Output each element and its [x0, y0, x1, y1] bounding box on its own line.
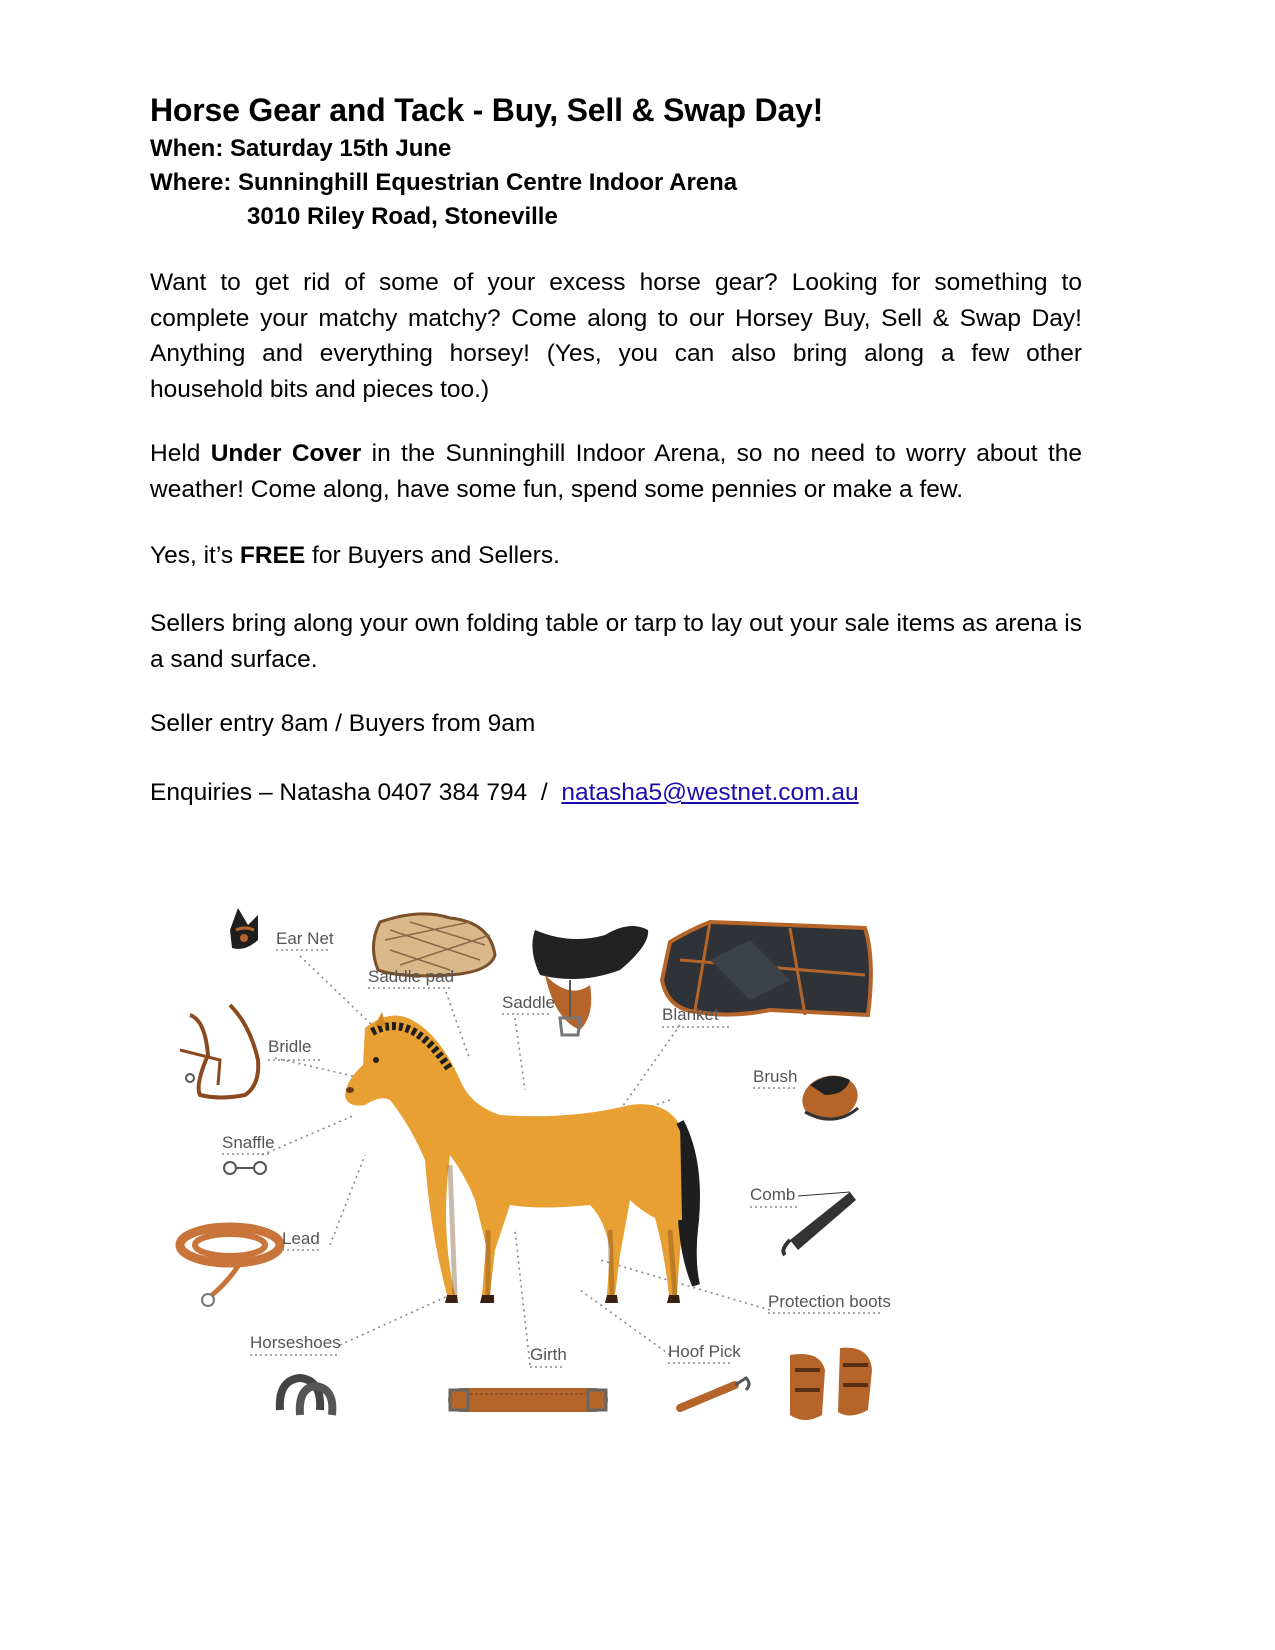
label-brush: Brush — [753, 1067, 798, 1086]
free-paragraph — [150, 538, 1082, 574]
intro-paragraph: Want to get rid of some of your excess horse gear? Looking for something to complete your matchy matchy? Come along to our Horsey Buy, Sell & Swap Day! Anything and everything horsey! (Yes, you can also bring along a few other household bits and pieces too.) — [150, 269, 1082, 403]
under-cover-paragraph — [150, 436, 1082, 507]
text-span: Yes, it’s — [150, 542, 240, 569]
free-emphasis: FREE — [239, 542, 306, 569]
page-title: Horse Gear and Tack - Buy, Sell & Swap Day! — [150, 92, 824, 128]
label-hoof-pick: Hoof Pick — [668, 1342, 741, 1361]
text-span: Held — [150, 440, 211, 467]
label-saddle-pad: Saddle pad — [368, 967, 455, 986]
label-bridle: Bridle — [268, 1037, 312, 1056]
bridle-icon — [180, 1005, 258, 1098]
enquiries-line — [150, 775, 1082, 811]
enquiries-text: Enquiries – Natasha 0407 384 794 / — [150, 779, 562, 806]
event-location: Where: Sunninghill Equestrian Centre Indoor Arena — [150, 169, 738, 196]
horse-tack-illustration — [150, 900, 950, 1500]
horse-illustration — [345, 1012, 696, 1303]
label-saddle: Saddle — [502, 993, 555, 1012]
event-date: When: Saturday 15th June — [150, 135, 452, 162]
label-comb: Comb — [750, 1185, 796, 1204]
entry-times: Seller entry 8am / Buyers from 9am — [150, 710, 536, 737]
hoof-pick-icon — [680, 1378, 749, 1408]
blanket-icon — [662, 922, 871, 1015]
under-cover-emphasis: Under Cover — [210, 440, 362, 467]
brush-icon — [797, 1070, 862, 1127]
ear-net-icon — [230, 908, 258, 949]
lead-icon — [180, 1227, 280, 1306]
girth-icon — [448, 1388, 608, 1412]
event-address: 3010 Riley Road, Stoneville — [247, 203, 558, 230]
saddle-icon — [532, 926, 648, 1035]
text-span: in the Sunninghill Indoor Arena, so no need to worry about the weather! Come along, have some fun, spend some pennies or make a few. — [150, 440, 1082, 503]
label-horseshoes: Horseshoes — [250, 1333, 341, 1352]
snaffle-icon — [224, 1162, 266, 1174]
protection-boots-icon — [790, 1348, 872, 1420]
text-span: for Buyers and Sellers. — [305, 542, 560, 569]
label-blanket: Blanket — [662, 1005, 719, 1024]
label-lead: Lead — [282, 1229, 320, 1248]
label-girth: Girth — [530, 1345, 567, 1364]
label-snaffle: Snaffle — [222, 1133, 275, 1152]
label-protection-boots: Protection boots — [768, 1292, 891, 1311]
sellers-paragraph: Sellers bring along your own folding table or tarp to lay out your sale items as arena is a sand surface. — [150, 610, 1082, 673]
label-ear-net: Ear Net — [276, 929, 334, 948]
horseshoes-icon — [280, 1378, 333, 1415]
email-link[interactable]: natasha5@westnet.com.au — [561, 779, 859, 806]
